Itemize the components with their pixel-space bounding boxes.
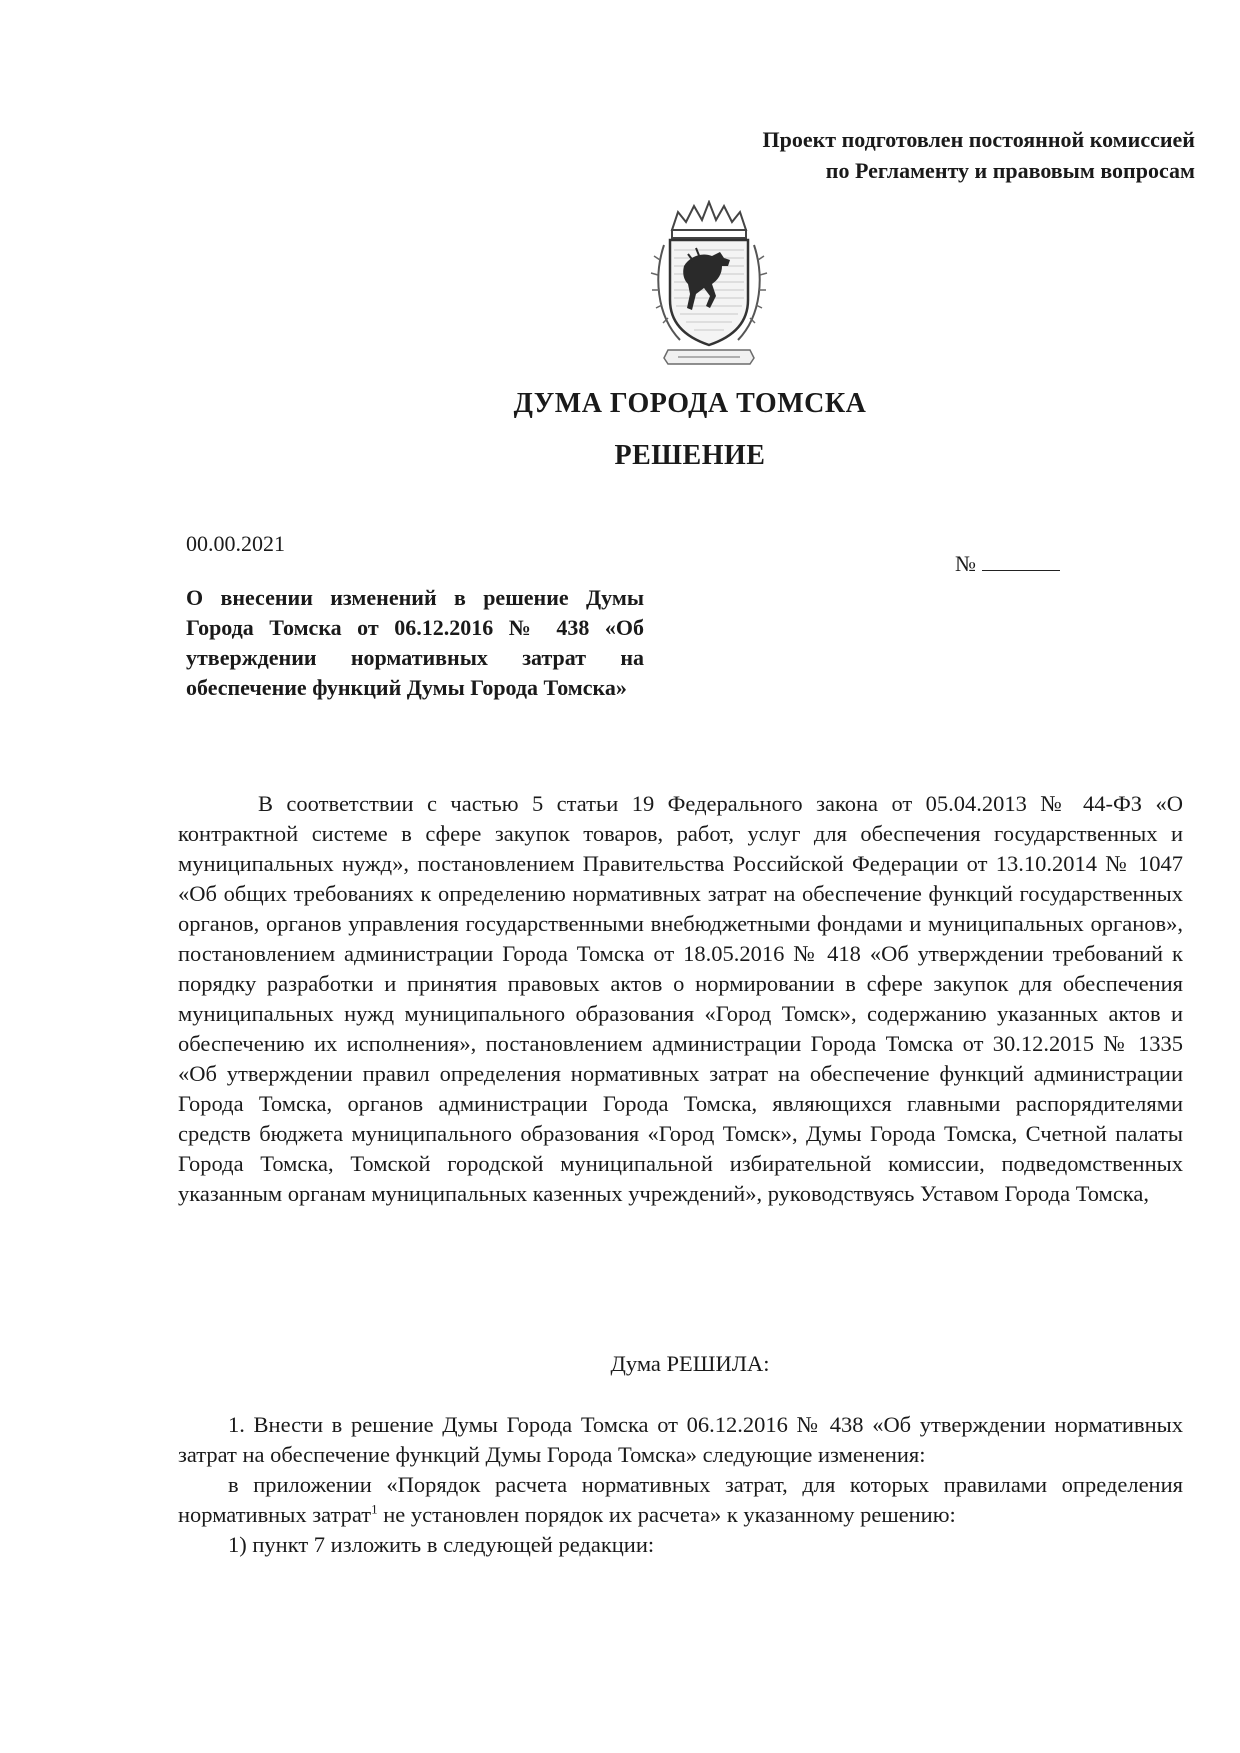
document-type-title: РЕШЕНИЕ bbox=[614, 440, 766, 471]
item-1: 1. Внести в решение Думы Города Томска от 06.12.2016 № 438 «Об утверждении нормативных затрат на обеспечение функций Думы Города Томска» следующие изменения: bbox=[178, 1412, 1183, 1467]
preamble-paragraph: В соответствии с частью 5 статьи 19 Федерального закона от 05.04.2013 № 44-ФЗ «О контрактной системе в сфере закупок товаров, работ, услуг для обеспечения государственных и муниципальных нужд», постановлением Правительства Российской Федерации от 13.10.2014 № 1047 «Об общих требованиях к определению нормативных затрат на обеспечение функций государственных органов, органов управления государственными внебюджетными фондами и муниципальных органов», постановлением администрации Города Томска от 18.05.2016 № 418 «Об утверждении требований к порядку разработки и принятия правовых актов о нормировании в сфере закупок для обеспечения муниципальных нужд муниципального образования «Город Томск», содержанию указанных актов и обеспечению их исполнения», постановлением администрации Города Томска от 30.12.2015 № 1335 «Об утверждении правил определения нормативных затрат на обеспечение функций администрации Города Томска, органов администрации Города Томска, являющихся главными распорядителями средств бюджета муниципального образования «Город Томск», Думы Города Томска, Счетной палаты Города Томска, Томской городской муниципальной избирательной комиссии, подведомственных указанным органам муниципальных казенных учреждений», руководствуясь Уставом Города Томска, bbox=[178, 791, 1183, 1206]
prepared-by-line-1: Проект подготовлен постоянной комиссией bbox=[762, 127, 1195, 152]
document-subject: О внесении изменений в решение Думы Города Томска от 06.12.2016 № 438 «Об утверждении нормативных затрат на обеспечение функций Думы Города Томска» bbox=[186, 585, 644, 700]
document-number bbox=[955, 551, 1060, 577]
preamble bbox=[178, 789, 1183, 1209]
prepared-by-line-2: по Регламенту и правовым вопросам bbox=[825, 158, 1195, 183]
item-1-sub-part-a: в приложении «Порядок расчета нормативных затрат, для которых правилами определения нормативных затрат bbox=[178, 1472, 1183, 1527]
decided-heading: Дума РЕШИЛА: bbox=[610, 1351, 770, 1376]
document-date: 00.00.2021 bbox=[186, 531, 285, 556]
number-label: № bbox=[955, 551, 976, 576]
tomsk-coat-of-arms-icon bbox=[650, 200, 768, 375]
number-blank-line bbox=[982, 552, 1060, 571]
decision-items bbox=[178, 1410, 1183, 1560]
footnote-mark: 1 bbox=[371, 1501, 378, 1517]
item-1-sub-part-b: не установлен порядок их расчета» к указанному решению: bbox=[377, 1502, 956, 1527]
item-1-subparagraph bbox=[178, 1470, 1183, 1530]
organization-title: ДУМА ГОРОДА ТОМСКА bbox=[513, 388, 867, 419]
item-1-point-1: 1) пункт 7 изложить в следующей редакции: bbox=[228, 1532, 655, 1557]
prepared-by-note bbox=[762, 124, 1195, 186]
